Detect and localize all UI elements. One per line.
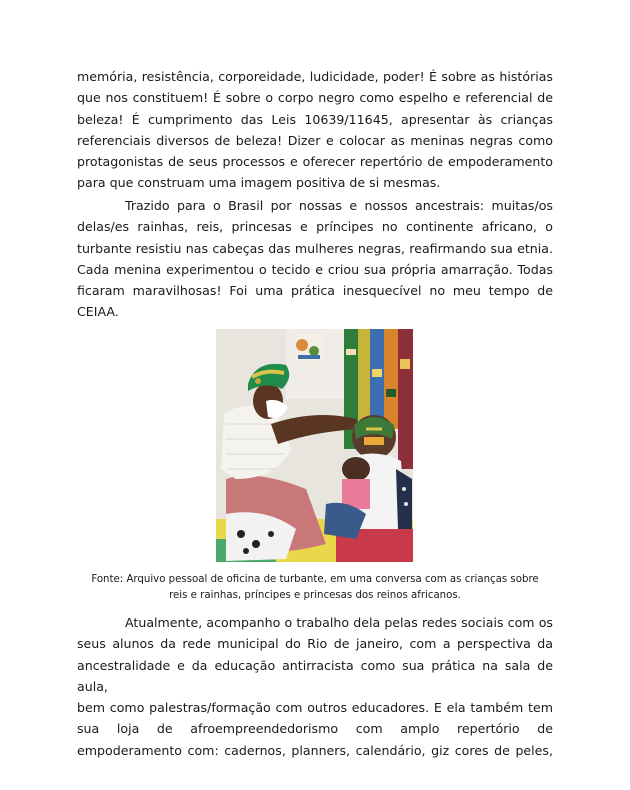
caption-line: Fonte: Arquivo pessoal de oficina de turbante, em uma conversa com as crianças sobre (91, 574, 539, 585)
caption-line: reis e rainhas, príncipes e princesas dos reinos africanos. (169, 590, 461, 601)
text-line: empoderamento com: cadernos, planners, calendário, giz cores de peles, (77, 742, 553, 758)
paragraph-2 (77, 195, 553, 323)
text-line: bem como palestras/formação com outros educadores. E ela também tem (77, 700, 553, 716)
figure-caption (60, 572, 570, 604)
text-line: protagonistas de seus processos e oferecer repertório de empoderamento (77, 154, 553, 170)
text-line: sua loja de afroempreendedorismo com amplo repertório de (77, 721, 553, 737)
text-line: beleza! É cumprimento das Leis 10639/11645, apresentar às crianças (77, 111, 553, 127)
text-line: ancestralidade e da educação antirracista como sua prática na sala de aula, (77, 657, 553, 694)
text-line: Cada menina experimentou o tecido e criou sua própria amarração. Todas (77, 261, 553, 277)
turban-workshop-photo (216, 329, 413, 562)
text-line: para que construam uma imagem positiva de si mesmas. (77, 175, 441, 191)
text-line: CEIAA. (77, 304, 119, 320)
text-line: seus alunos da rede municipal do Rio de janeiro, com a perspectiva da (77, 636, 553, 652)
text-line: memória, resistência, corporeidade, ludicidade, poder! É sobre as histórias (77, 69, 553, 84)
paragraph-3 (77, 612, 553, 761)
text-line: ficaram maravilhosas! Foi uma prática inesquecível no meu tempo de (77, 283, 553, 299)
text-line: delas/es rainhas, reis, princesas e príncipes no continente africano, o (77, 219, 553, 235)
text-line: referenciais diversos de beleza! Dizer e colocar as meninas negras como (77, 132, 553, 148)
text-line: turbante resistiu nas cabeças das mulheres negras, reafirmando sua etnia. (77, 240, 553, 256)
text-line: que nos constituem! É sobre o corpo negro como espelho e referencial de (77, 90, 553, 106)
paragraph-1 (77, 66, 553, 194)
text-line: Trazido para o Brasil por nossas e nossos ancestrais: muitas/os (125, 198, 553, 213)
text-line: Atualmente, acompanho o trabalho dela pelas redes sociais com os (125, 615, 553, 630)
